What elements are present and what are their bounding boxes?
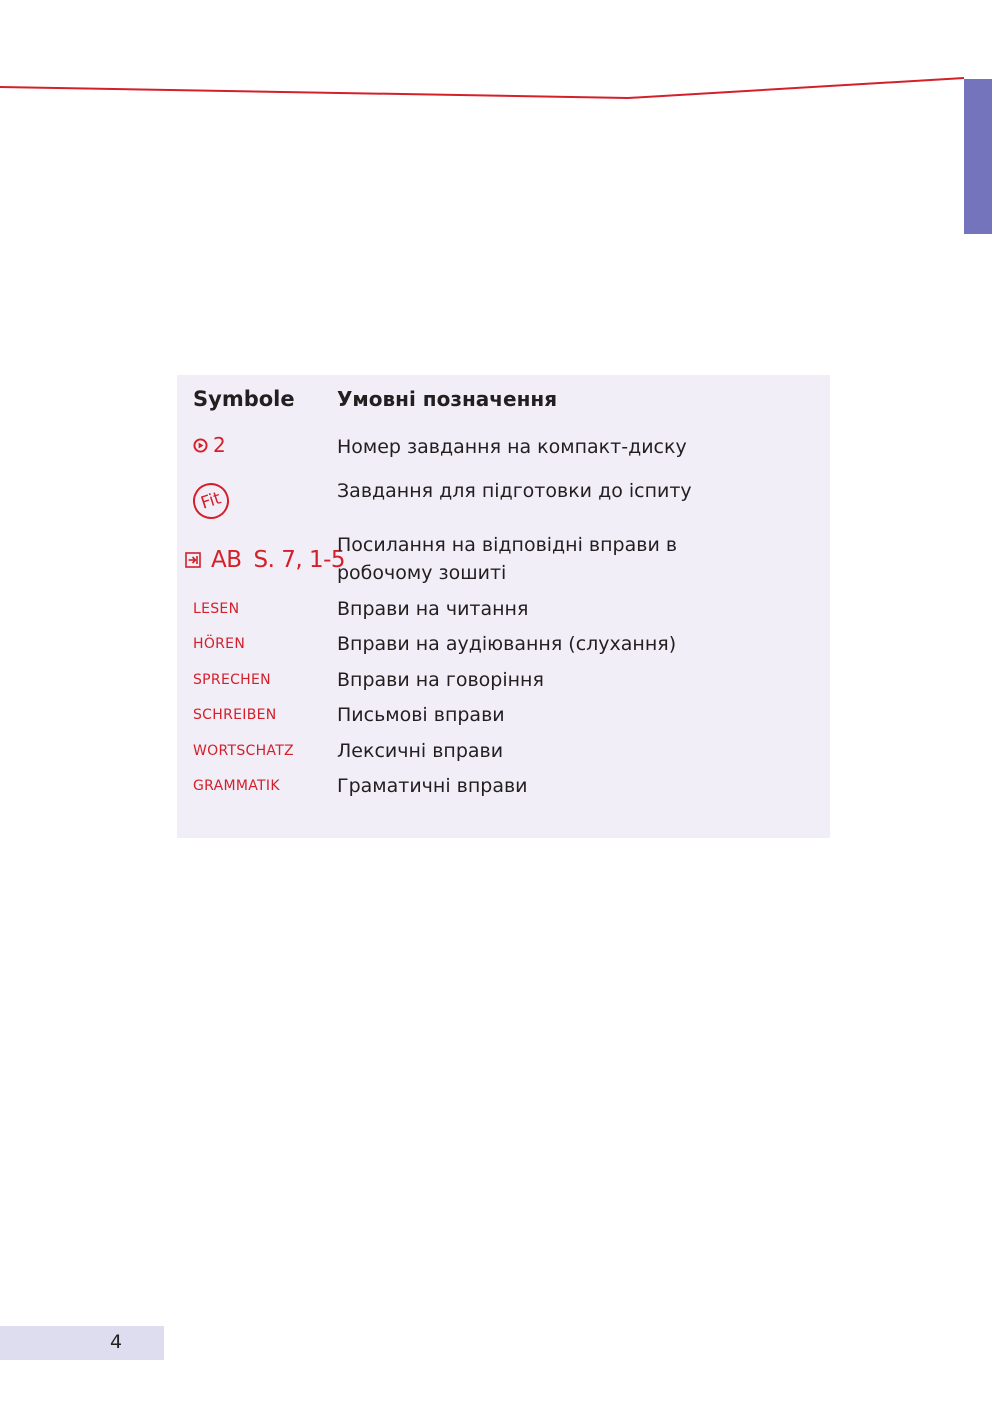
skill-meaning: Вправи на говоріння: [337, 669, 544, 691]
legend-header-meaning: Умовні позначення: [337, 387, 558, 411]
fit-circle-icon: [188, 478, 233, 523]
fit-label: Fit: [198, 488, 224, 514]
ab-meaning-line1: Посилання на відповідні вправи в: [337, 534, 678, 556]
skill-symbol: SPRECHEN: [193, 672, 271, 688]
skill-symbol: SCHREIBEN: [193, 707, 277, 723]
symbols-legend: [177, 375, 830, 838]
skill-symbol: GRAMMATIK: [193, 778, 280, 794]
arrow-into-box-icon: [185, 552, 201, 568]
fit-meaning: Завдання для підготовки до іспиту: [337, 480, 692, 502]
cd-play-icon: [193, 438, 208, 453]
top-red-line: [0, 0, 992, 120]
skill-symbol: LESEN: [193, 601, 240, 617]
ab-page-ref: S. 7, 1-5: [253, 547, 346, 573]
skill-meaning: Письмові вправи: [337, 704, 505, 726]
cd-track-number: 2: [213, 433, 226, 457]
skill-symbol: WORTSCHATZ: [193, 743, 294, 759]
skill-meaning: Граматичні вправи: [337, 775, 528, 797]
side-tab: [964, 79, 992, 234]
ab-label: AB: [211, 547, 242, 573]
page-number: 4: [110, 1331, 123, 1353]
cd-meaning: Номер завдання на компакт-диску: [337, 436, 687, 458]
skill-meaning: Вправи на читання: [337, 598, 529, 620]
skill-meaning: Вправи на аудіювання (слухання): [337, 633, 677, 655]
ab-meaning-line2: робочому зошиті: [337, 562, 507, 584]
page-footer: [0, 1326, 164, 1360]
legend-header-symbol: Symbole: [193, 387, 295, 411]
skill-symbol: HÖREN: [193, 636, 246, 652]
skill-meaning: Лексичні вправи: [337, 740, 504, 762]
